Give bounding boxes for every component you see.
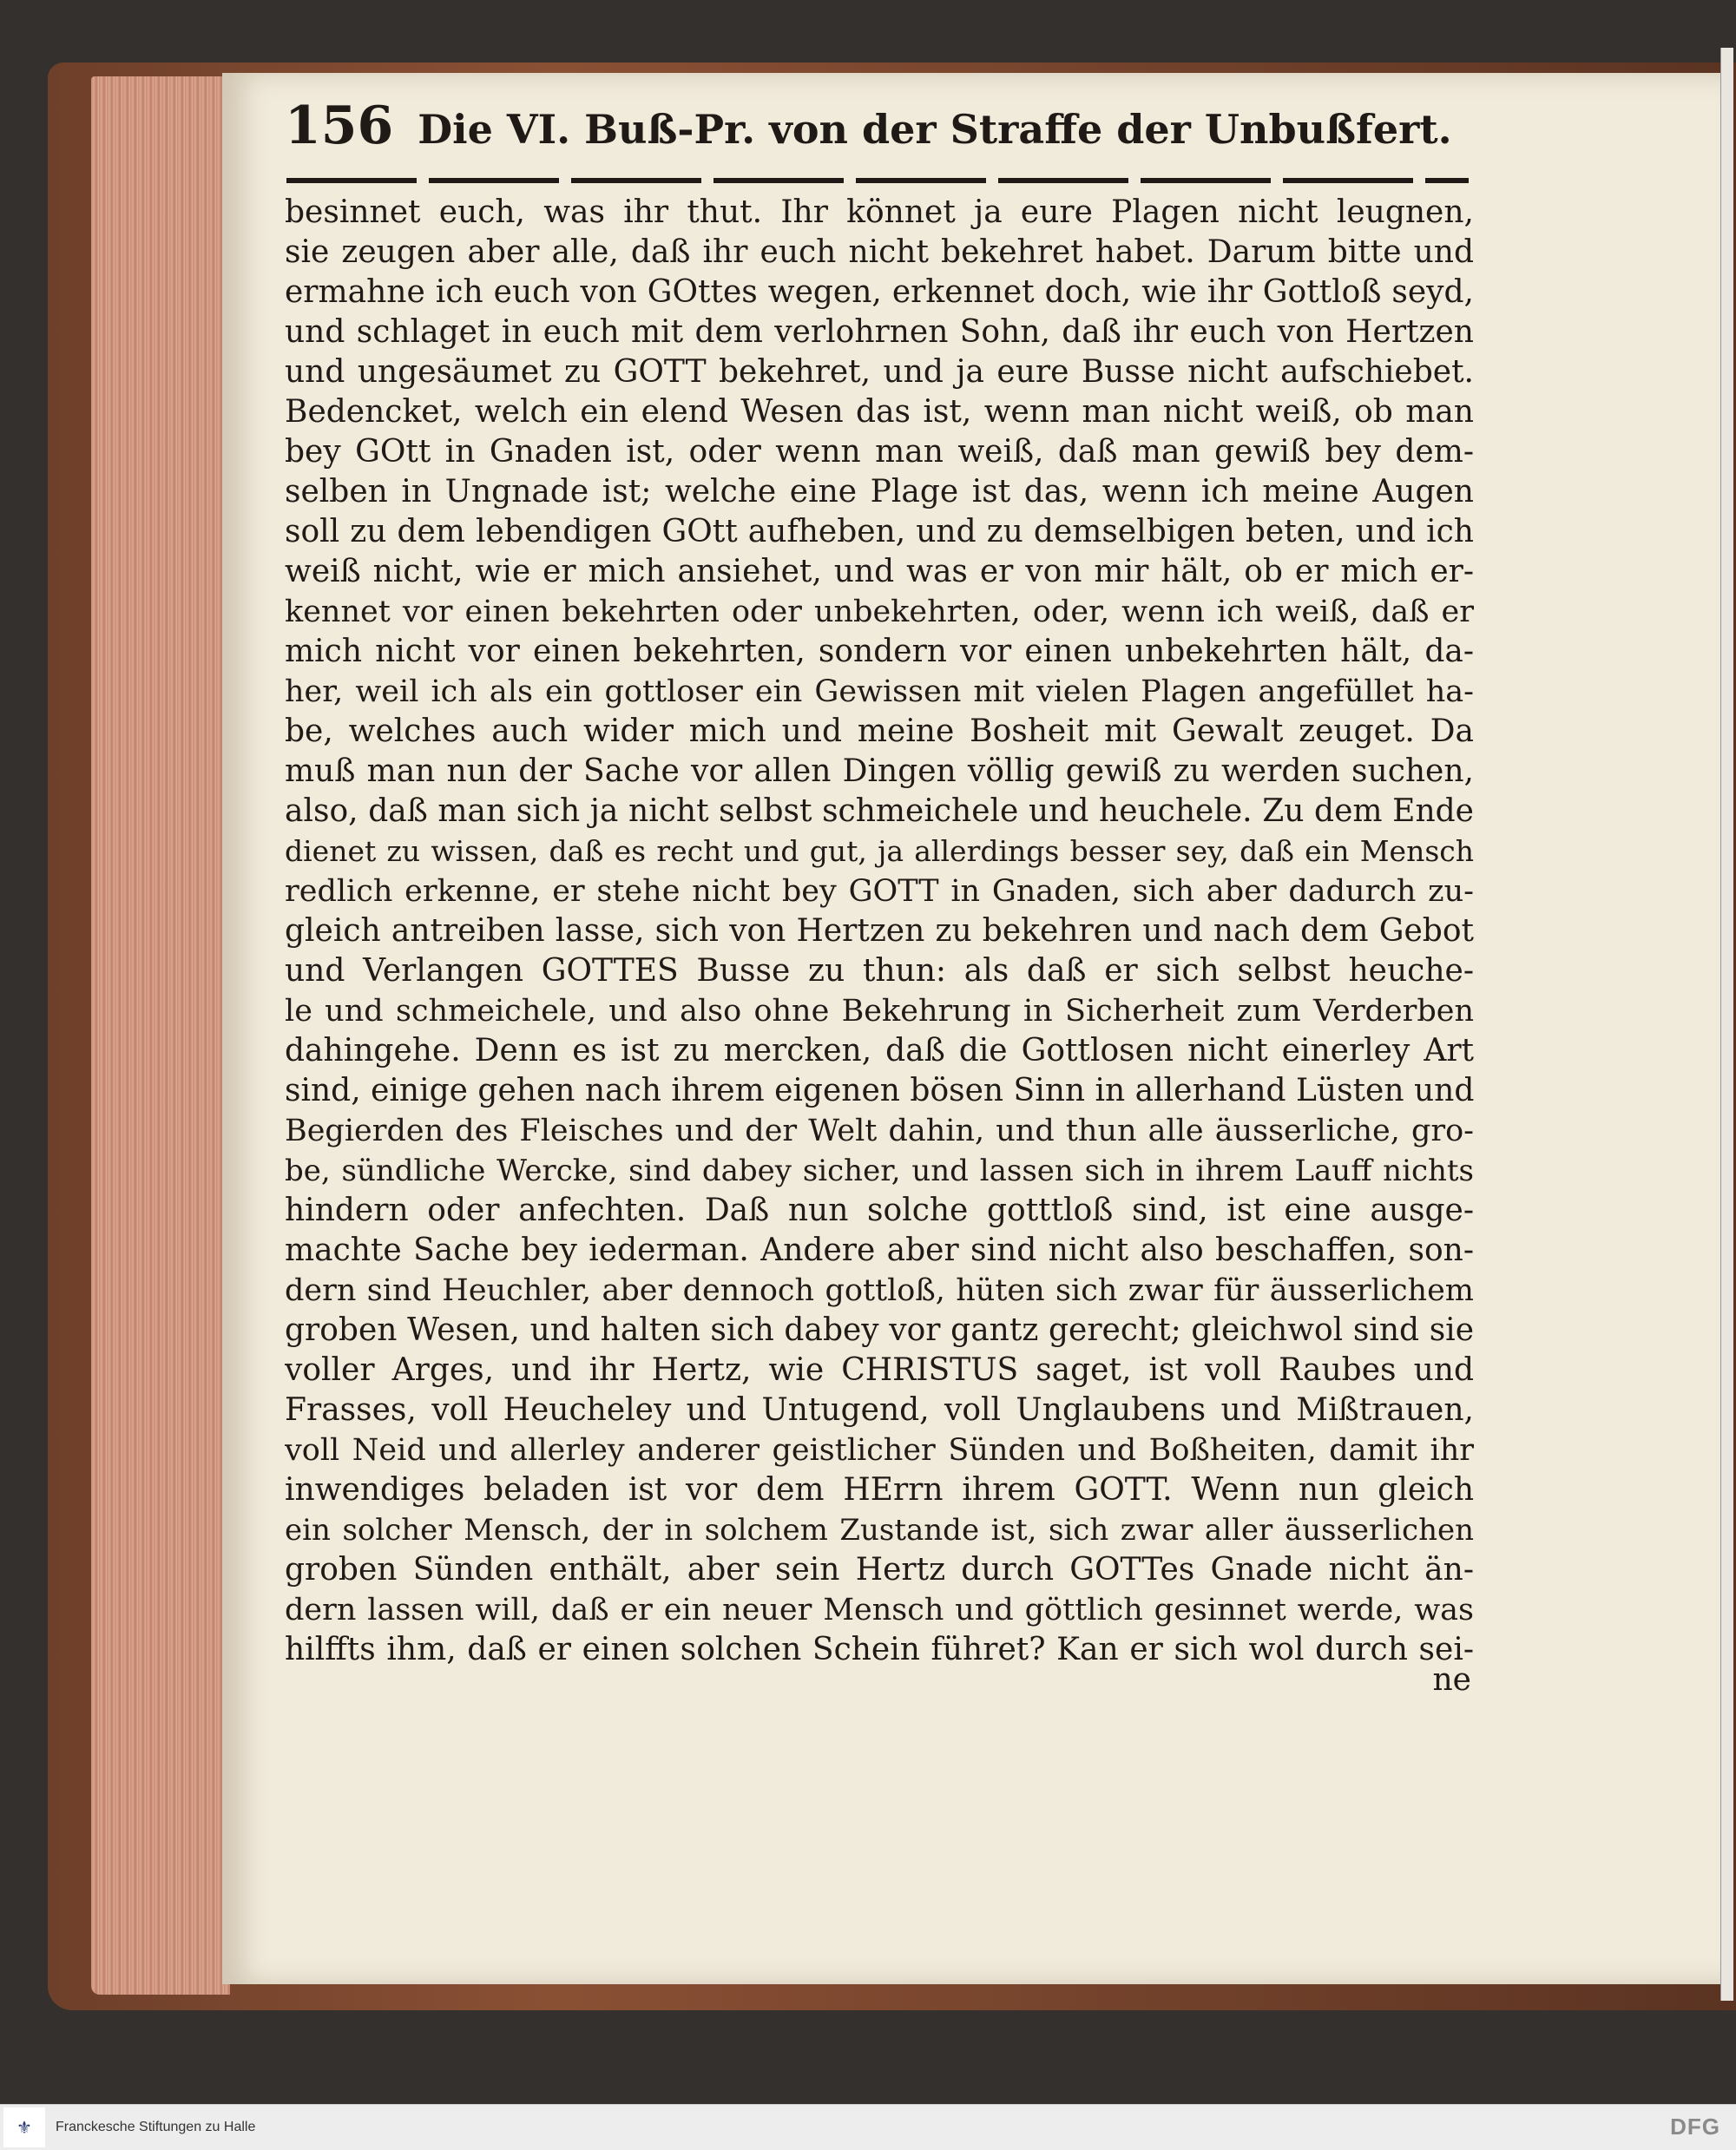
- text-line: Frasses, voll Heucheley und Untugend, voll Unglaubens und Mißtrauen,: [285, 1392, 1474, 1428]
- text-line: groben Sünden enthält, aber sein Hertz durch GOTTes Gnade nicht än-: [285, 1552, 1474, 1588]
- text-line: dahingehe. Denn es ist zu mercken, daß die Gottlosen nicht einerley Art: [285, 1033, 1474, 1068]
- dfg-logo[interactable]: DFG: [1670, 2114, 1720, 2140]
- text-line: gleich antreiben lasse, sich von Hertzen zu bekehren und nach dem Gebot: [285, 913, 1474, 949]
- text-line: weiß nicht, wie er mich ansiehet, und was er von mir hält, ob er mich er-: [285, 554, 1474, 589]
- text-line: besinnet euch, was ihr thut. Ihr könnet ja eure Plagen nicht leugnen,: [285, 194, 1474, 230]
- text-line: voller Arges, und ihr Hertz, wie CHRISTUS saget, ist voll Raubes und: [285, 1352, 1474, 1388]
- text-line: bey GOtt in Gnaden ist, oder wenn man weiß, daß man gewiß bey dem-: [285, 434, 1474, 470]
- text-line: also, daß man sich ja nicht selbst schmeichele und heuchele. Zu dem Ende: [285, 793, 1474, 829]
- text-line: be, welches auch wider mich und meine Bosheit mit Gewalt zeuget. Da: [285, 713, 1474, 749]
- page-number: 156: [285, 95, 394, 156]
- text-line: soll zu dem lebendigen GOtt aufheben, und zu demselbigen beten, und ich: [285, 514, 1474, 549]
- crest-icon[interactable]: ⚜: [3, 2107, 45, 2147]
- text-line: und schlaget in euch mit dem verlohrnen Sohn, daß ihr euch von Hertzen: [285, 314, 1474, 350]
- text-line: groben Wesen, und halten sich dabey vor gantz gerecht; gleichwol sind sie: [285, 1312, 1474, 1348]
- institution-label[interactable]: Franckesche Stiftungen zu Halle: [56, 2120, 256, 2134]
- text-line: Begierden des Fleisches und der Welt dahin, und thun alle äusserliche, gro-: [285, 1114, 1474, 1148]
- header-rule: [286, 178, 1469, 183]
- text-line: le und schmeichele, und also ohne Bekehrung in Sicherheit zum Verderben: [285, 994, 1474, 1029]
- text-line: dern sind Heuchler, aber dennoch gottloß, hüten sich zwar für äusserlichem: [285, 1273, 1474, 1308]
- scan-edge-strip: [1720, 48, 1733, 2001]
- text-line: redlich erkenne, er stehe nicht bey GOTT in Gnaden, sich aber dadurch zu-: [285, 874, 1474, 909]
- text-line: machte Sache bey iederman. Andere aber sind nicht also beschaffen, son-: [285, 1233, 1474, 1268]
- header-text: Die VI. Buß-Pr. von der Straffe der Unbußfert.: [418, 106, 1452, 153]
- text-line: voll Neid und allerley anderer geistlicher Sünden und Boßheiten, damit ihr: [285, 1433, 1474, 1468]
- text-line: her, weil ich als ein gottloser ein Gewissen mit vielen Plagen angefüllet ha-: [285, 674, 1474, 709]
- page-edges: [91, 76, 230, 1995]
- text-line: ein solcher Mensch, der in solchem Zustande ist, sich zwar aller äusserlichen: [285, 1513, 1474, 1548]
- text-line: kennet vor einen bekehrten oder unbekehrten, oder, wenn ich weiß, daß er: [285, 595, 1474, 629]
- body-text: [285, 193, 1474, 1670]
- text-line: be, sündliche Wercke, sind dabey sicher, und lassen sich in ihrem Lauff nichts: [285, 1154, 1474, 1188]
- text-line: und Verlangen GOTTES Busse zu thun: als daß er sich selbst heuche-: [285, 953, 1474, 989]
- running-header: [285, 95, 1474, 178]
- text-line: Bedencket, welch ein elend Wesen das ist, wenn man nicht weiß, ob man: [285, 394, 1474, 430]
- text-line: hilffts ihm, daß er einen solchen Schein führet? Kan er sich wol durch sei-: [285, 1632, 1474, 1667]
- text-line: dern lassen will, daß er ein neuer Mensch und göttlich gesinnet werde, was: [285, 1593, 1474, 1627]
- text-line: sind, einige gehen nach ihrem eigenen bösen Sinn in allerhand Lüsten und: [285, 1073, 1474, 1108]
- catchword: ne: [1432, 1662, 1471, 1698]
- text-line: und ungesäumet zu GOTT bekehret, und ja eure Busse nicht aufschiebet.: [285, 354, 1474, 390]
- text-line: mich nicht vor einen bekehrten, sondern vor einen unbekehrten hält, da-: [285, 634, 1474, 669]
- text-line: selben in Ungnade ist; welche eine Plage ist das, wenn ich meine Augen: [285, 474, 1474, 510]
- text-line: inwendiges beladen ist vor dem HErrn ihrem GOTT. Wenn nun gleich: [285, 1472, 1474, 1508]
- text-line: sie zeugen aber alle, daß ihr euch nicht bekehret habet. Darum bitte und: [285, 234, 1474, 270]
- text-line: muß man nun der Sache vor allen Dingen völlig gewiß zu werden suchen,: [285, 753, 1474, 789]
- text-line: dienet zu wissen, daß es recht und gut, ja allerdings besser sey, daß ein Mensch: [285, 834, 1474, 868]
- viewer-footer: [0, 2104, 1736, 2150]
- text-line: ermahne ich euch von GOttes wegen, erkennet doch, wie ihr Gottloß seyd,: [285, 274, 1474, 310]
- text-line: hindern oder anfechten. Daß nun solche gotttloß sind, ist eine ausge-: [285, 1193, 1474, 1228]
